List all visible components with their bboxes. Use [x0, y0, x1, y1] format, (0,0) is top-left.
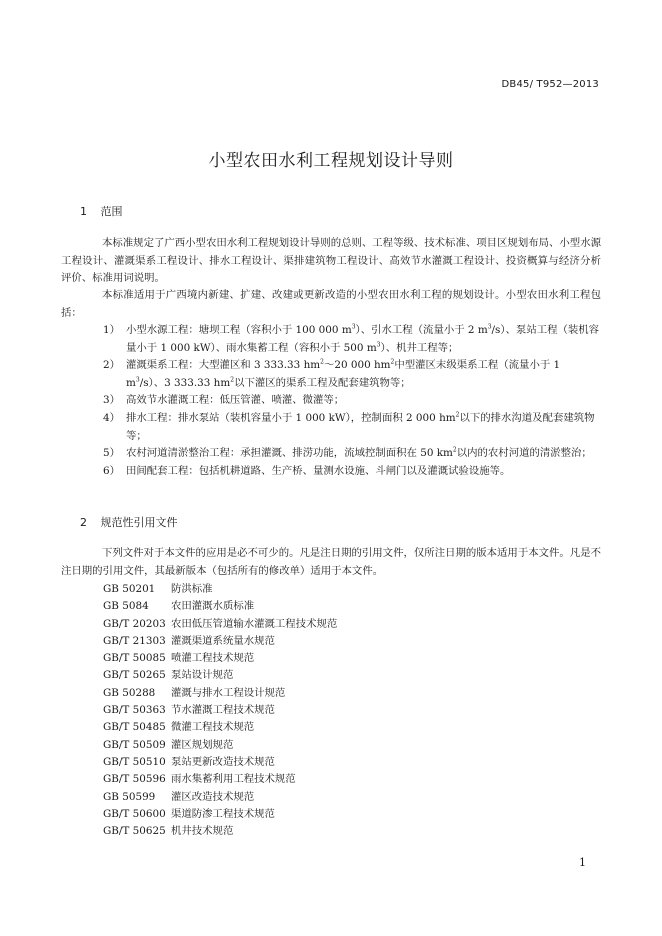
reference-item: GB/T 21303 灌溉渠道系统量水规范 — [103, 634, 275, 647]
section-1-number: 1 — [80, 205, 87, 218]
reference-item: GB/T 50363 节水灌溉工程技术规范 — [103, 704, 275, 717]
section-1-paragraph-2: 本标准适用于广西境内新建、扩建、改建或更新改造的小型农田水利工程的规划设计。小型农田水利工程包括： — [61, 289, 601, 319]
document-title: 小型农田水利工程规划设计导则 — [208, 151, 454, 171]
reference-item: GB/T 50509 灌区规划规范 — [103, 738, 234, 751]
section-2-number: 2 — [80, 516, 87, 529]
page-number: 1 — [579, 856, 586, 869]
reference-item: GB 50288 灌溉与排水工程设计规范 — [103, 686, 286, 699]
list-item: 2） 灌溉渠系工程：大型灌区和 3 333.33 $hm^2\sim 20$ 000 $hm^2$中型灌区末级渠系工程（流量小于 1 $m^3/s$）、3 333.33 $hm^2$以下灌区的渠系工程及配套建筑物等； — [103, 358, 561, 389]
reference-item: GB/T 50085 喷灌工程技术规范 — [103, 652, 255, 665]
list-item: 1） 小型水源工程：塘坝工程（容积小于 100 000 $m^3$）、引水工程（流量小于 2 $m^3/s$）、泵站工程（装机容量小于 1 000 kW）、雨水集蓄工程（容积小于 500 $m^3$）、机井工程等； — [103, 323, 600, 354]
project-type-list — [103, 322, 601, 480]
reference-item: GB 50599 灌区改造技术规范 — [103, 790, 255, 803]
reference-item: GB/T 50265 泵站设计规范 — [103, 669, 234, 682]
reference-item: GB/T 50510 泵站更新改造技术规范 — [103, 755, 275, 768]
section-2-paragraph: 下列文件对于本文件的应用是必不可少的。凡是注日期的引用文件，仅所注日期的版本适用于本文件。凡是不注日期的引用文件，其最新版本（包括所有的修改单）适用于本文件。 — [61, 547, 601, 577]
section-1-heading — [80, 203, 123, 219]
reference-item: GB 50201 防洪标准 — [103, 583, 213, 595]
normative-references-list — [103, 581, 337, 840]
list-item: 4） 排水工程：排水泵站（装机容量小于 1 000 kW），控制面积 2 000 $hm^2$以下的排水沟道及配套建筑物等； — [103, 411, 595, 442]
section-2-heading — [80, 514, 178, 530]
reference-item: GB/T 50625 机井技术规范 — [103, 825, 234, 838]
section-1-paragraph-1: 本标准规定了广西小型农田水利工程规划设计导则的总则、工程等级、技术标准、项目区规划布局、小型水源工程设计、灌溉渠系工程设计、排水工程设计、渠排建筑物工程设计、高效节水灌溉工程设计、投资概算与经济分析评价、标准用词说明。 — [61, 237, 601, 285]
list-item: 5） 农村河道清淤整治工程：承担灌溉、排涝功能，流域控制面积在 50 $km^2$以内的农村河道的清淤整治； — [103, 446, 592, 460]
reference-item: GB 5084 农田灌溉水质标准 — [103, 600, 255, 613]
list-item: 6） 田间配套工程：包括机耕道路、生产桥、量测水设施、斗闸门以及灌溉试验设施等。 — [103, 464, 511, 477]
document-code: DB45/ T952—2013 — [501, 79, 599, 90]
reference-item: GB/T 20203 农田低压管道输水灌溉工程技术规范 — [103, 617, 338, 630]
reference-item: GB/T 50596 雨水集蓄利用工程技术规范 — [103, 773, 296, 786]
list-item: 3） 高效节水灌溉工程：低压管灌、喷灌、微灌等； — [103, 394, 345, 407]
section-2-title: 规范性引用文件 — [100, 516, 178, 529]
section-1-title: 范围 — [100, 205, 123, 218]
reference-item: GB/T 50485 微灌工程技术规范 — [103, 721, 255, 734]
reference-item: GB/T 50600 渠道防渗工程技术规范 — [103, 807, 275, 820]
